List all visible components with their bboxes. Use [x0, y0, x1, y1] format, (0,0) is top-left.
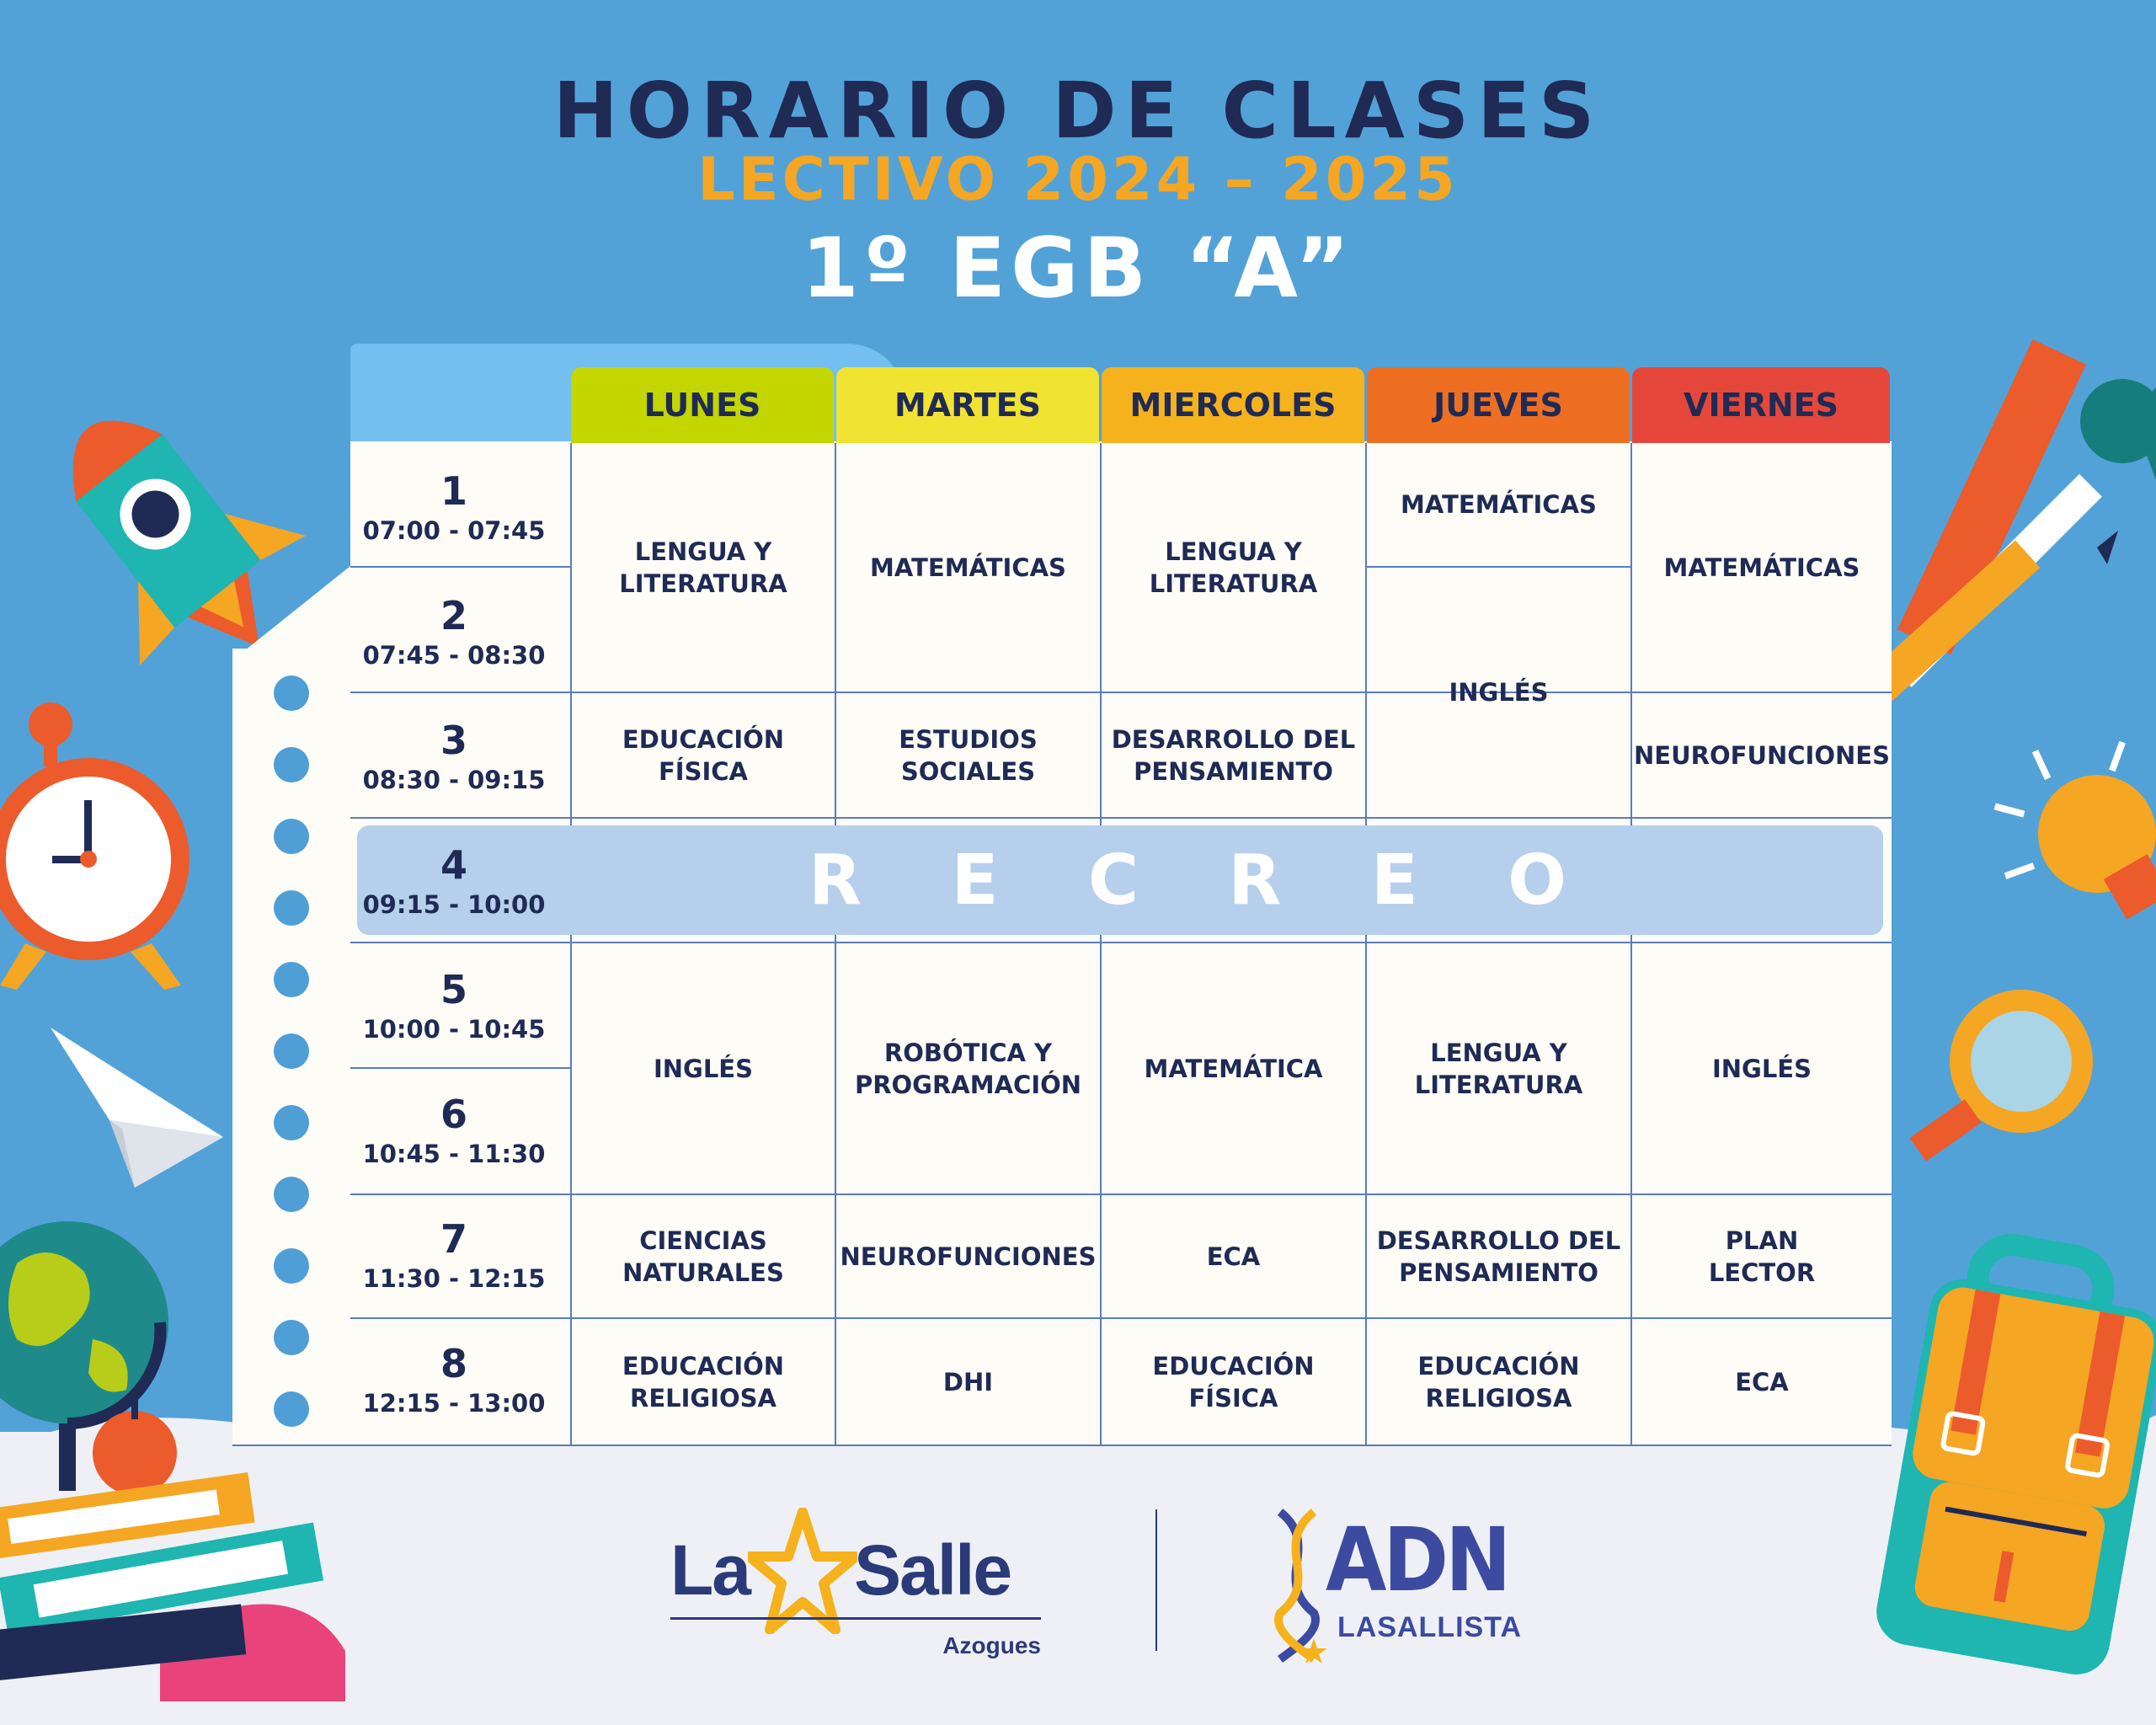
class-cell: MATEMÁTICAS — [1663, 553, 1860, 582]
binder-ring — [274, 819, 309, 854]
class-cell: DHI — [942, 1367, 994, 1397]
logo-divider — [1155, 1509, 1157, 1651]
class-cell: EDUCACIÓN FÍSICA — [622, 724, 785, 786]
class-cell: ECA — [1206, 1242, 1261, 1271]
day-header-martes: MARTES — [836, 367, 1099, 443]
lasalle-logo-left: La — [670, 1530, 750, 1610]
recreo-letter: R — [1228, 840, 1282, 921]
light-bulb-icon — [1988, 741, 2156, 960]
period-time: 10:00 - 10:45 — [362, 1015, 546, 1044]
period-time: 07:00 - 07:45 — [362, 516, 546, 545]
class-cell: LENGUA Y LITERATURA — [619, 537, 787, 598]
grid-line — [350, 1067, 571, 1069]
period-number: 6 — [440, 1092, 467, 1137]
recreo-letter: E — [1370, 840, 1418, 921]
page-title: HORARIO DE CLASES — [552, 66, 1604, 156]
recreo-letter: O — [1508, 840, 1566, 921]
adn-lasallista-logo — [1263, 1503, 1523, 1664]
binder-ring — [274, 1177, 309, 1212]
class-cell: EDUCACIÓN RELIGIOSA — [622, 1351, 785, 1413]
ruler-pencil-icon — [1853, 328, 2156, 800]
grid-line — [350, 566, 571, 568]
alarm-clock-icon — [0, 691, 219, 1011]
binder-ring — [274, 962, 309, 997]
class-cell: PLAN LECTOR — [1708, 1226, 1816, 1287]
period-number: 7 — [440, 1216, 467, 1262]
dna-helix-icon — [1263, 1503, 1331, 1664]
day-header-viernes: VIERNES — [1632, 367, 1890, 443]
logo-underline — [670, 1617, 1041, 1620]
period-number: 8 — [440, 1341, 467, 1386]
class-cell: ESTUDIOS SOCIALES — [899, 724, 1038, 786]
binder-ring — [274, 1248, 309, 1284]
adn-logo-text: ADN — [1326, 1509, 1508, 1611]
recreo-label — [808, 830, 1566, 931]
class-cell: CIENCIAS NATURALES — [622, 1226, 784, 1287]
class-cell: MATEMÁTICAS — [1401, 490, 1597, 519]
sheet-corner — [232, 559, 359, 660]
binder-ring — [274, 747, 309, 782]
period-number: 2 — [440, 593, 467, 638]
binder-ring — [274, 676, 309, 711]
class-cell: INGLÉS — [1449, 678, 1549, 707]
class-cell: MATEMÁTICAS — [870, 553, 1066, 582]
backpack-icon — [1853, 1230, 2156, 1701]
period-time: 11:30 - 12:15 — [362, 1264, 546, 1293]
recreo-letter: C — [1087, 840, 1139, 921]
binder-ring — [274, 1320, 309, 1355]
magnifier-icon — [1895, 977, 2114, 1171]
lasalle-logo — [670, 1508, 1041, 1659]
binder-ring — [274, 890, 309, 926]
binder-ring — [274, 1105, 309, 1140]
adn-logo-subtext: LASALLISTA — [1337, 1611, 1523, 1643]
recreo-letter: R — [808, 840, 862, 921]
period-time: 08:30 - 09:15 — [362, 766, 546, 794]
class-cell: INGLÉS — [1711, 1054, 1812, 1083]
period-number: 1 — [440, 468, 467, 514]
binder-ring — [274, 1391, 309, 1427]
class-cell: EDUCACIÓN FÍSICA — [1152, 1351, 1315, 1413]
period-time: 09:15 - 10:00 — [362, 890, 546, 919]
paper-plane-icon — [51, 1028, 236, 1196]
lasalle-city: Azogues — [942, 1632, 1041, 1658]
day-header-jueves: JUEVES — [1367, 367, 1630, 443]
class-cell: ROBÓTICA Y PROGRAMACIÓN — [854, 1038, 1082, 1099]
period-time: 10:45 - 11:30 — [362, 1140, 546, 1168]
star-icon — [748, 1508, 857, 1634]
day-header-miercoles: MIERCOLES — [1102, 367, 1364, 443]
class-cell: INGLÉS — [653, 1054, 754, 1083]
class-cell: DESARROLLO DEL PENSAMIENTO — [1376, 1226, 1621, 1287]
class-cell: MATEMÁTICA — [1144, 1054, 1323, 1083]
period-number: 4 — [440, 842, 467, 888]
period-number: 5 — [440, 967, 467, 1012]
recreo-letter: E — [951, 840, 999, 921]
period-number: 3 — [440, 718, 467, 763]
grade-title: 1º EGB “A” — [801, 221, 1355, 317]
school-year: LECTIVO 2024 – 2025 — [697, 145, 1459, 214]
class-cell: DESARROLLO DEL PENSAMIENTO — [1111, 724, 1356, 786]
period-time: 12:15 - 13:00 — [362, 1389, 546, 1418]
class-cell: LENGUA Y LITERATURA — [1149, 537, 1318, 598]
class-cell: LENGUA Y LITERATURA — [1414, 1038, 1583, 1099]
period-time: 07:45 - 08:30 — [362, 641, 546, 670]
lasalle-logo-right: Salle — [854, 1530, 1011, 1610]
grid-line — [350, 817, 1892, 819]
class-cell: ECA — [1735, 1367, 1789, 1397]
class-cell: NEUROFUNCIONES — [840, 1242, 1097, 1271]
day-header-lunes: LUNES — [571, 367, 834, 443]
binder-ring — [274, 1033, 309, 1069]
grid-line — [232, 1445, 1892, 1446]
class-cell: NEUROFUNCIONES — [1634, 740, 1890, 770]
class-cell: EDUCACIÓN RELIGIOSA — [1417, 1351, 1580, 1413]
